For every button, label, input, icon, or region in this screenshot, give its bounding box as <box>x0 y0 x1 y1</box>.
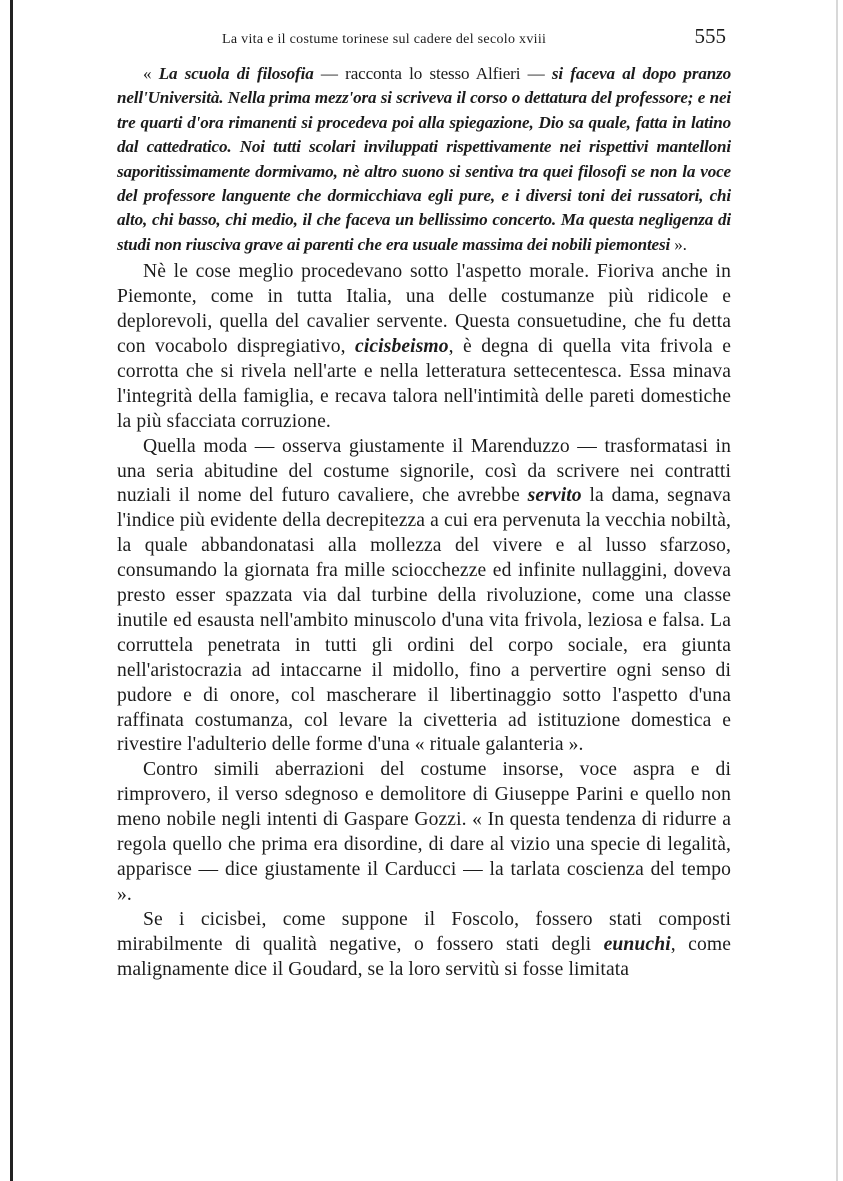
emphasis-term: servito <box>527 485 582 507</box>
emphasis-term: cicisbeismo <box>355 335 449 357</box>
paragraph-text: Quella moda — osserva giustamente il Marenduzzo — trasformatasi in una seria abitudine del costume signorile, così da scrivere nei contratti nuziali il nome del futuro cavaliere, che avrebbe <box>117 435 731 507</box>
alfieri-quote <box>117 62 731 257</box>
running-head: La vita e il costume torinese sul cadere del secolo xviii <box>222 32 547 47</box>
paragraph-text: Nè le cose meglio procedevano sotto l'aspetto morale. Fioriva anche in Piemonte, come in tutta Italia, una delle costumanze più ridicole e deplorevoli, quella del cavalier servente. Questa consuetudine, che fu detta con vocabolo dispregiativo, <box>117 261 731 357</box>
page-number: 555 <box>694 24 726 48</box>
body-text <box>117 62 731 983</box>
page-right-edge <box>836 0 838 1181</box>
quote-text: si faceva al dopo pranzo nell'Università. Nella prima mezz'ora si scriveva il corso o dettatura del professore; e nei tre quarti d'ora rimanenti si procedeva poi alla spiegazione, Dio sa quale, fatta in latino dal cattedratico. Noi tutti scolari inviluppati rispettivamente nei rispettivi mantelloni saporitissimamente dormivamo, nè altro suono si sentiva tra quei filosofi se non la voce del professore languente che dormicchiava egli pure, e i diversi toni dei russatori, chi alto, chi basso, chi medio, il che faceva un bellissimo concerto. Ma questa negligenza di studi non riusciva grave ai parenti che era usuale massima dei nobili piemontesi <box>117 64 731 254</box>
page-header <box>118 22 730 46</box>
emphasis-term: eunuchi <box>603 933 671 955</box>
paragraph-text: , è degna di quella vita frivola e corrotta che si rivela nell'arte e nella letteratura settecentesca. Essa minava l'integrità della famiglia, e recava talora nell'intimità delle pareti domestiche la più sfacciata corruzione. <box>117 335 731 432</box>
quote-attribution: — racconta lo stesso Alfieri — <box>313 64 552 83</box>
quote-title: La scuola di filosofia <box>158 64 314 83</box>
paragraph-text: Se i cicisbei, come suppone il Foscolo, fossero stati composti mirabilmente di qualità negative, o fossero stati degli <box>117 908 731 955</box>
paragraph-text: Contro simili aberrazioni del costume insorse, voce aspra e di rimprovero, il verso sdegnoso e demolitore di Giuseppe Parini e quello non meno nobile negli intenti di Gaspare Gozzi. « In questa tendenza di ridurre a regola quello che prima era disordine, di dare al vizio una specie di legalità, apparisce — dice giustamente il Carducci — la tarlata coscienza del tempo ». <box>117 759 731 905</box>
paragraph-parini-gozzi <box>117 758 731 907</box>
quote-close-mark: ». <box>670 234 687 254</box>
paragraph-text: , come malignamente dice il Goudard, se la loro servitù si fosse limitata <box>117 933 732 980</box>
page-binding-edge <box>10 0 13 1181</box>
paragraph-marenduzzo <box>117 435 731 759</box>
quote-open-mark: « <box>143 64 159 83</box>
paragraph-cicisbeismo <box>117 260 731 434</box>
paragraph-text: la dama, segnava l'indice più evidente della decrepitezza a cui era pervenuta la vecchia nobiltà, la quale abbandonatasi alla mollezza del vivere e al lusso sfarzoso, consumando la giornata fra mille sciocchezze ed infinite nullaggini, doveva presto esser spazzata via dal turbine della rivoluzione, come una classe inutile ed esausta nell'ambito minuscolo d'una vita frivola, leziosa e falsa. La corruttela penetrata in tutti gli ordini del corpo sociale, era giunta nell'aristocrazia ad intaccarne il midollo, fino a pervertire ogni senso di pudore e di onore, col mascherare il libertinaggio sotto l'aspetto d'una raffinata costumanza, col levare la civetteria ad istituzione domestica e rivestire l'adulterio delle forme d'una « rituale galanteria ». <box>117 485 731 756</box>
paragraph-foscolo <box>117 908 731 983</box>
